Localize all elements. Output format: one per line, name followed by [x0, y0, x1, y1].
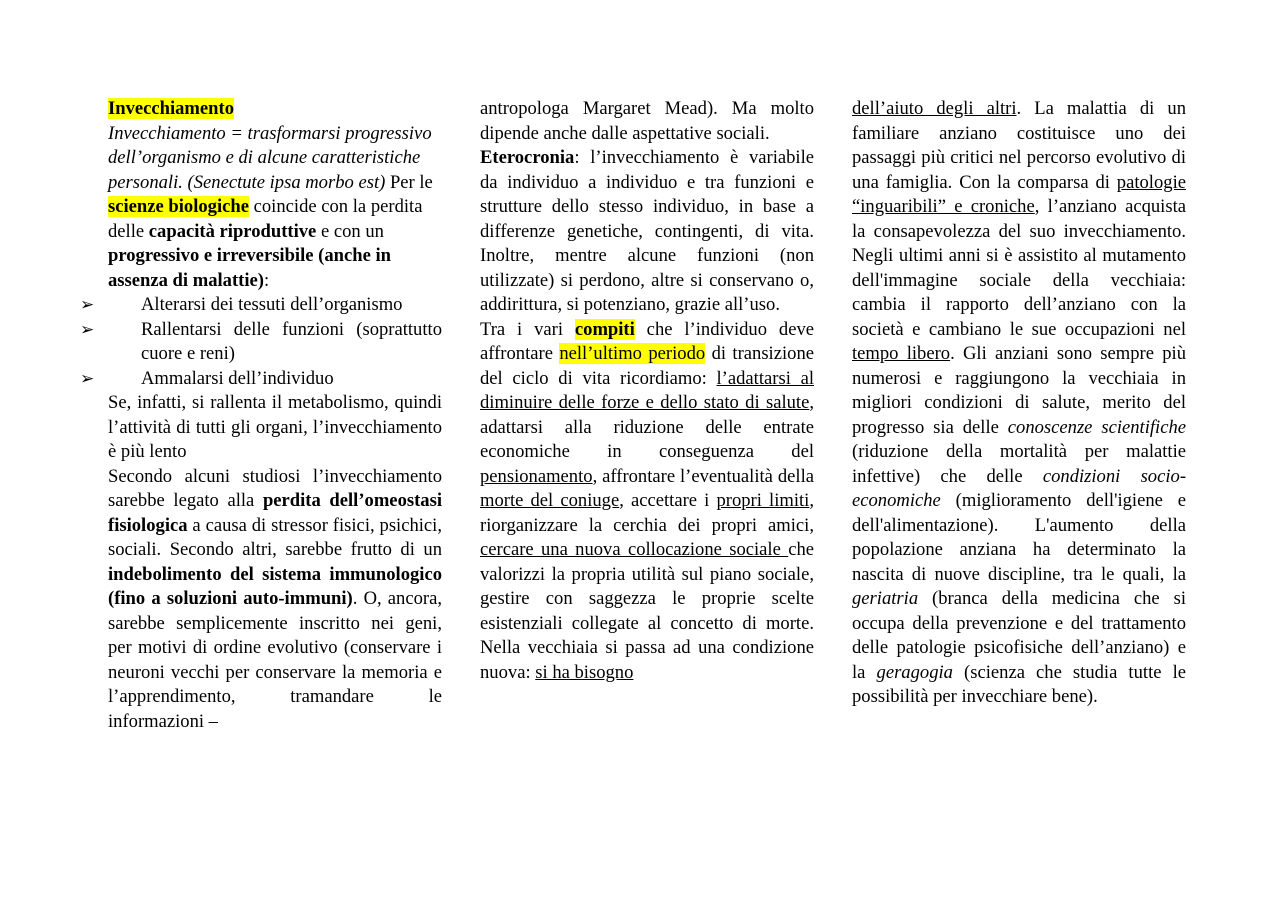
italic-term: geragogia [876, 661, 953, 683]
heading-text: Invecchiamento [108, 98, 235, 119]
arrow-bullet-icon: ➢ [80, 368, 95, 388]
paragraph: Se, infatti, si rallenta il metabolismo, quindi l’attività di tutti gli organi, l’invecchiamento è più lento [108, 392, 442, 462]
underlined-term: dell’aiuto degli altri [852, 98, 1017, 119]
paragraph-intro: Invecchiamento = trasformarsi progressivo dell’organismo e di alcune caratteristiche personali. (Senectute ipsa morbo est) Per le scienze biologiche coincide con la perdita delle capacità riproduttive e con un progressivo e irreversibile (anche in assenza di malattie): [108, 122, 433, 291]
highlight-term: scienze biologiche [108, 196, 249, 217]
section-heading [108, 97, 442, 122]
highlight-term: compiti [574, 318, 635, 340]
bold-term: capacità riproduttive [148, 220, 317, 242]
paragraph: Secondo alcuni studiosi l’invecchiamento sarebbe legato alla perdita dell’omeostasi fisiologica a causa di stressor fisici, psichici, sociali. Secondo altri, sarebbe frutto di un indebolimento del sistema immunologico (fino a soluzioni auto-immuni). O, ancora, sarebbe semplicemente inscritto nei geni, per motivi di ordine evolutivo (conservare i neuroni vecchi per conservare la memoria e l’apprendimento, tramandare le informazioni – [108, 465, 442, 732]
list-item: ➢ Rallentarsi delle funzioni (soprattutto cuore e reni) [80, 318, 442, 364]
italic-term: conoscenze scientifiche [1007, 416, 1186, 438]
italic-term: condizioni socio-economiche [852, 465, 1187, 511]
bullet-list [80, 293, 442, 391]
definition-text: Invecchiamento = trasformarsi progressivo dell’organismo e di alcune caratteristiche personali. (Senectute ipsa morbo est) [108, 122, 432, 193]
paragraph: dell’aiuto degli altri. La malattia di un familiare anziano costituisce uno dei passaggi più critici nel percorso evolutivo di una famiglia. Con la comparsa di patologie “inguaribili” e croniche, l’anziano acquista la consapevolezza del suo invecchiamento. Negli ultimi anni si è assistito al mutamento dell'immagine sociale della vecchiaia: cambia il rapporto dell’anziano con la società e cambiano le sue occupazioni nel tempo libero. Gli anziani sono sempre più numerosi e raggiungono la vecchiaia in migliori condizioni di salute, merito del progresso sia delle conoscenze scientifiche (riduzione della mortalità per malattie infettive) che delle condizioni socio-economiche (miglioramento dell'igiene e dell'alimentazione). L'aumento della popolazione anziana ha determinato la nascita di nuove discipline, tra le quali, la geriatria (branca della medicina che si occupa della prevenzione e del trattamento delle patologie psicofisiche dell’anziano) e la geragogia (scienza che studia tutte le possibilità per invecchiare bene). [852, 98, 1187, 707]
list-item: ➢ Ammalarsi dell’individuo [108, 367, 442, 392]
bold-term: perdita dell’omeostasi fisiologica [108, 490, 442, 536]
column-3 [852, 97, 1186, 710]
bold-term: indebolimento del sistema immunologico (fino a soluzioni auto-immuni) [108, 563, 442, 609]
underlined-term: si ha bisogno [535, 661, 634, 683]
italic-term: geriatria [852, 588, 919, 609]
underlined-term: patologie “inguaribili” e croniche [852, 171, 1186, 217]
underlined-term: morte del coniuge [480, 490, 620, 511]
column-1 [80, 97, 442, 734]
underlined-term: pensionamento [480, 465, 593, 487]
highlight-term: nell’ultimo periodo [559, 343, 706, 364]
underlined-term: l’adattarsi al diminuire delle forze e dello stato di salute [480, 367, 814, 413]
underlined-term: tempo libero [852, 343, 951, 364]
underlined-term: cercare una nuova collocazione sociale [480, 539, 789, 560]
paragraph: Eterocronia: l’invecchiamento è variabile da individuo a individuo e tra funzioni e strutture dello stesso individuo, in base a differenze genetiche, contingenti, di vita. Inoltre, mentre alcune funzioni (non utilizzate) si perdono, altre si conservano o, addirittura, si potenziano, grazie all’uso. [480, 147, 814, 315]
list-item: ➢ Alterarsi dei tessuti dell’organismo [108, 293, 442, 318]
paragraph: Tra i vari compiti che l’individuo deve affrontare nell’ultimo periodo di transizione del ciclo di vita ricordiamo: l’adattarsi al diminuire delle forze e dello stato di salute, adattarsi alla riduzione delle entrate economiche in conseguenza del pensionamento, affrontare l’eventualità della morte del coniuge, accettare i propri limiti, riorganizzare la cerchia dei propri amici, cercare una nuova collocazione sociale che valorizzi la propria utilità sul piano sociale, gestire con saggezza le proprie scelte esistenziali collegate al concetto di morte. Nella vecchiaia si passa ad una condizione nuova: si ha bisogno [480, 318, 814, 683]
column-2 [480, 97, 814, 685]
arrow-bullet-icon: ➢ [80, 295, 95, 314]
paragraph: antropologa Margaret Mead). Ma molto dipende anche dalle aspettative sociali. [480, 98, 814, 144]
arrow-bullet-icon: ➢ [80, 319, 95, 339]
bold-term: progressivo e irreversibile (anche in assenza di malattie) [108, 245, 392, 291]
bold-term: Eterocronia [480, 147, 575, 168]
underlined-term: propri limiti [716, 490, 810, 511]
